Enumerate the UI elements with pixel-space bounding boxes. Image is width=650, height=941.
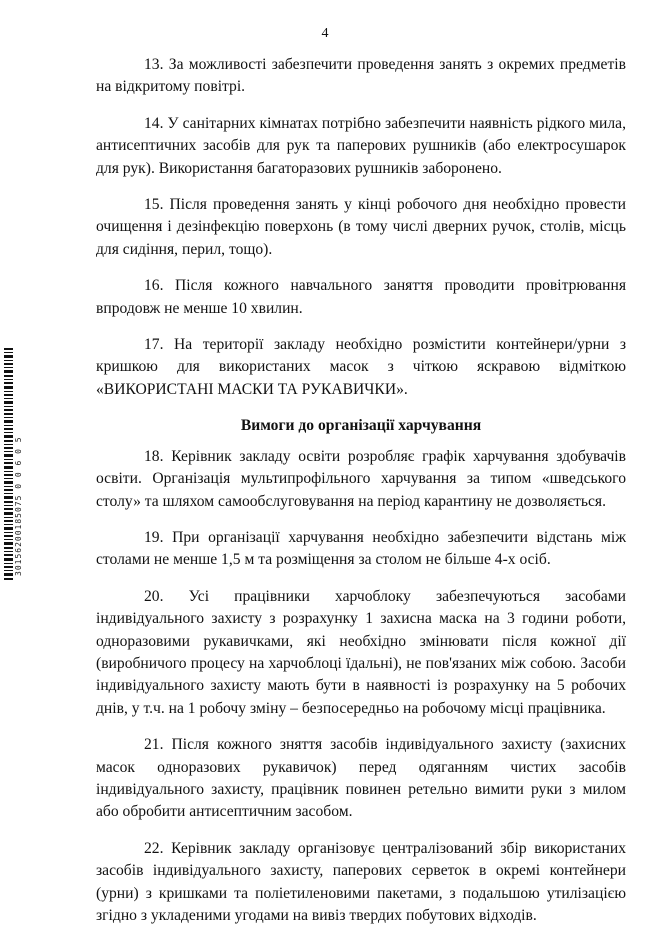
- paragraph-17: 17. На території закладу необхідно розмістити контейнери/урни з кришкою для використаних масок з чіткою яскравою відміткою «ВИКОРИСТАНІ МАСКИ ТА РУКАВИЧКИ».: [96, 336, 626, 398]
- paragraph-18: 18. Керівник закладу освіти розробляє графік харчування здобувачів освіти. Організація мультипрофільного харчування за типом «шведського столу» та шляхом самообслуговування на період карантину не дозволяється.: [96, 447, 626, 510]
- page-number: 4: [321, 26, 329, 41]
- paragraph-21: 21. Після кожного зняття засобів індивідуального захисту (захисних масок одноразових рукавичок) перед одяганням чистих засобів індивідуального захисту, працівник повинен ретельно вимити руки з милом або обробити антисептичним засобом.: [96, 736, 626, 821]
- paragraph-15: 15. Після проведення занять у кінці робочого дня необхідно провести очищення і дезінфекцію поверхонь (в тому числі дверних ручок, столів, місць для сидіння, перил, тощо).: [96, 196, 626, 258]
- paragraph-13: 13. За можливості забезпечити проведення занять з окремих предметів на відкритому повітрі.: [96, 56, 626, 96]
- paragraph-16: 16. Після кожного навчального заняття проводити провітрювання впродовж не менше 10 хвилин.: [96, 277, 626, 317]
- barcode-number: 30156200185075 0 0 6 0 5: [14, 436, 23, 576]
- paragraph-14: 14. У санітарних кімнатах потрібно забезпечити наявність рідкого мила, антисептичних засобів для рук та паперових рушників (або електросушарок для рук). Використання багаторазових рушників заборонено.: [96, 114, 626, 177]
- paragraph-19: 19. При організації харчування необхідно забезпечити відстань між столами не менше 1,5 м та розміщення за столом не більше 4-х осіб.: [96, 528, 626, 569]
- paragraph-22: 22. Керівник закладу організовує централізований збір використаних засобів індивідуального захисту, паперових серветок в окремі контейнери (урни) з кришками та поліетиленовими пакетами, з подальшою утилізацією згідно з укладеними угодами на вивіз твердих побутових відходів.: [96, 839, 626, 924]
- section-heading: Вимоги до організації харчування: [240, 417, 482, 435]
- document-body: [96, 54, 626, 941]
- paragraph-20: 20. Усі працівники харчоблоку забезпечуються засобами індивідуального захисту з розрахунку 1 захисна маска на 3 години роботи, одноразовими рукавичками, які необхідно змінювати після кожної дії (виробничого процесу на харчоблоці їдальні), не пов'язаних між собою. Засоби індивідуального захисту мають бути в наявності із розрахунку на 5 робочих днів, у т.ч. на 1 робочу зміну – безпосередньо на робочому місці працівника.: [96, 587, 626, 717]
